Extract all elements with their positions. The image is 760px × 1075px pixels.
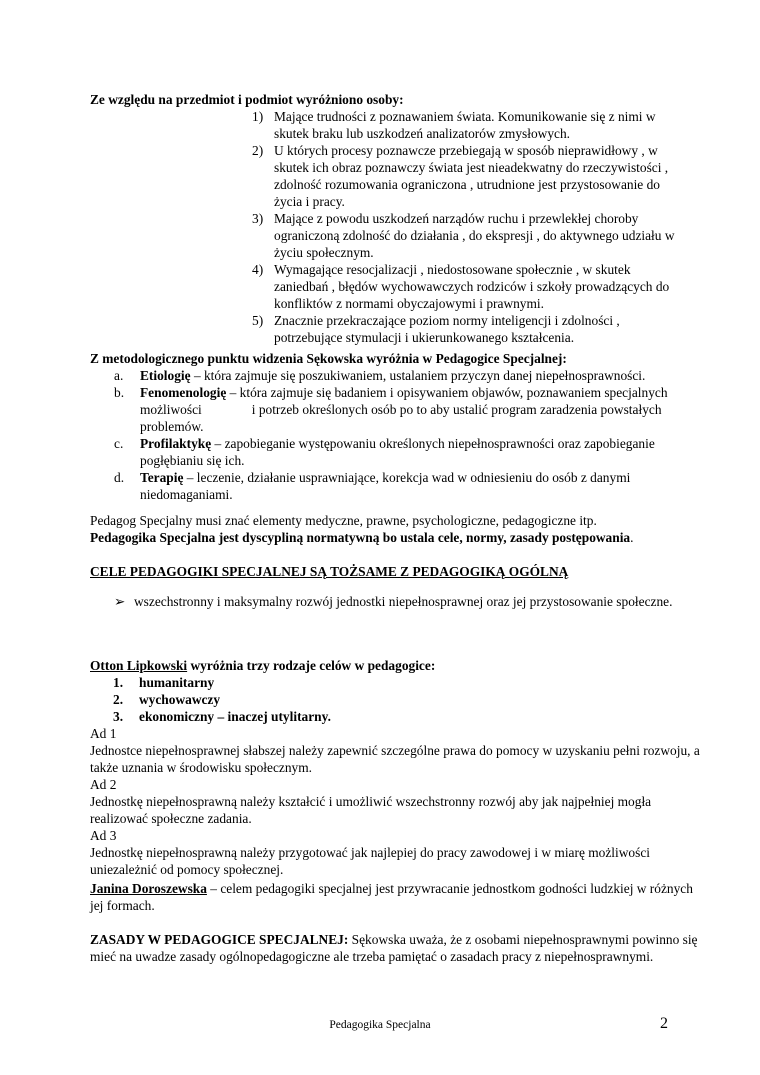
footer-title: Pedagogika Specjalna [329,1019,431,1031]
ad-text: Jednostkę niepełnosprawną należy kształcić i umożliwić wszechstronny rozwój aby jak najpełniej mogła realizować społeczne zadania. [90,794,652,826]
doroszewska-paragraph: Janina Doroszewska – celem pedagogiki specjalnej jest przywracanie jednostkom godności ludzkiej w różnych jej formach. [90,881,693,913]
section1-heading: Ze względu na przedmiot i podmiot wyróżniono osoby: [90,92,404,107]
list-item: 1. humanitarny [113,675,215,690]
list-item: 2. wychowawczy [113,692,221,707]
arrow-bullet-icon: ➢ [114,594,126,609]
lipkowski-list [90,674,690,725]
cele-heading: CELE PEDAGOGIKI SPECJALNEJ SĄ TOŻSAME Z PEDAGOGIKĄ OGÓLNĄ [90,564,569,579]
section2-heading: Z metodologicznego punktu widzenia Sękowska wyróżnia w Pedagogice Specjalnej: [90,351,567,366]
ad-text: Jednostce niepełnosprawnej słabszej należy zapewnić szczególne prawa do pomocy w uzyskaniu pełni rozwoju, a także uznania w środowisku społecznym. [90,743,700,775]
section1-list [252,108,684,346]
list-item: c. Profilaktykę – zapobieganie występowaniu określonych niepełnosprawności oraz zapobieganie pogłębianiu się ich. [114,436,655,468]
page-number: 2 [660,1015,668,1032]
list-item: ➢ wszechstronny i maksymalny rozwój jednostki niepełnosprawnej oraz jej przystosowanie społeczne. [114,594,673,609]
paragraph-line: Pedagogika Specjalna jest dyscypliną normatywną bo ustala cele, normy, zasady postępowania. [90,530,634,545]
list-item: 5) Znacznie przekraczające poziom normy inteligencji i zdolności , potrzebujące stymulacji i ukierunkowanego kształcenia. [252,313,620,345]
ad-label: Ad 1 [90,726,117,741]
ad-label: Ad 2 [90,777,117,792]
list-item: b. Fenomenologię – która zajmuje się badaniem i opisywaniem objawów, poznawaniem specjalnych możliwości i potrzeb określonych osób po to aby ustalić program zaradzenia powstałych problemów. [114,385,668,434]
ad-block [90,725,710,878]
paragraph-line: Pedagog Specjalny musi znać elementy medyczne, prawne, psychologiczne, pedagogiczne itp. [90,513,597,528]
section2-list [90,367,710,503]
list-item: 3. ekonomiczny – inaczej utylitarny. [113,709,331,724]
list-item: 2) U których procesy poznawcze przebiegają w sposób nieprawidłowy , w skutek ich obraz poznawczy świata jest nieadekwatny do rzeczywistości , zdolność rozumowania ograniczona , utrudnione jest przystosowanie do życia i pracy. [252,143,669,209]
ad-label: Ad 3 [90,828,117,843]
list-item: a. Etiologię – która zajmuje się poszukiwaniem, ustalaniem przyczyn danej niepełnosprawności. [114,368,646,383]
zasady-paragraph: ZASADY W PEDAGOGICE SPECJALNEJ: Sękowska uważa, że z osobami niepełnosprawnymi powinno się mieć na uwadze zasady ogólnopedagogiczne ale trzeba pamiętać o zasadach pracy z niepełnosprawnymi. [90,932,698,964]
list-item: 1) Mające trudności z poznawaniem świata. Komunikowanie się z nimi w skutek braku lub uszkodzeń analizatorów zmysłowych. [252,109,656,141]
ad-text: Jednostkę niepełnosprawną należy przygotować jak najlepiej do pracy zawodowej i w miarę możliwości uniezależnić od pomocy społecznej. [90,845,650,877]
list-item: 3) Mające z powodu uszkodzeń narządów ruchu i przewlekłej choroby ograniczoną zdolność do działania , do ekspresji , do aktywnego udziału w życiu społecznym. [252,211,675,260]
list-item: d. Terapię – leczenie, działanie usprawniające, korekcja wad w odniesieniu do osób z danymi niedomaganiami. [114,470,631,502]
cele-list [90,593,690,610]
list-item: 4) Wymagające resocjalizacji , niedostosowane społecznie , w skutek zaniedbań , błędów wychowawczych rodziców i szkoły prowadzących do konfliktów z normami obyczajowymi i prawnymi. [252,262,670,311]
lipkowski-heading: Otton Lipkowski wyróżnia trzy rodzaje celów w pedagogice: [90,658,436,673]
